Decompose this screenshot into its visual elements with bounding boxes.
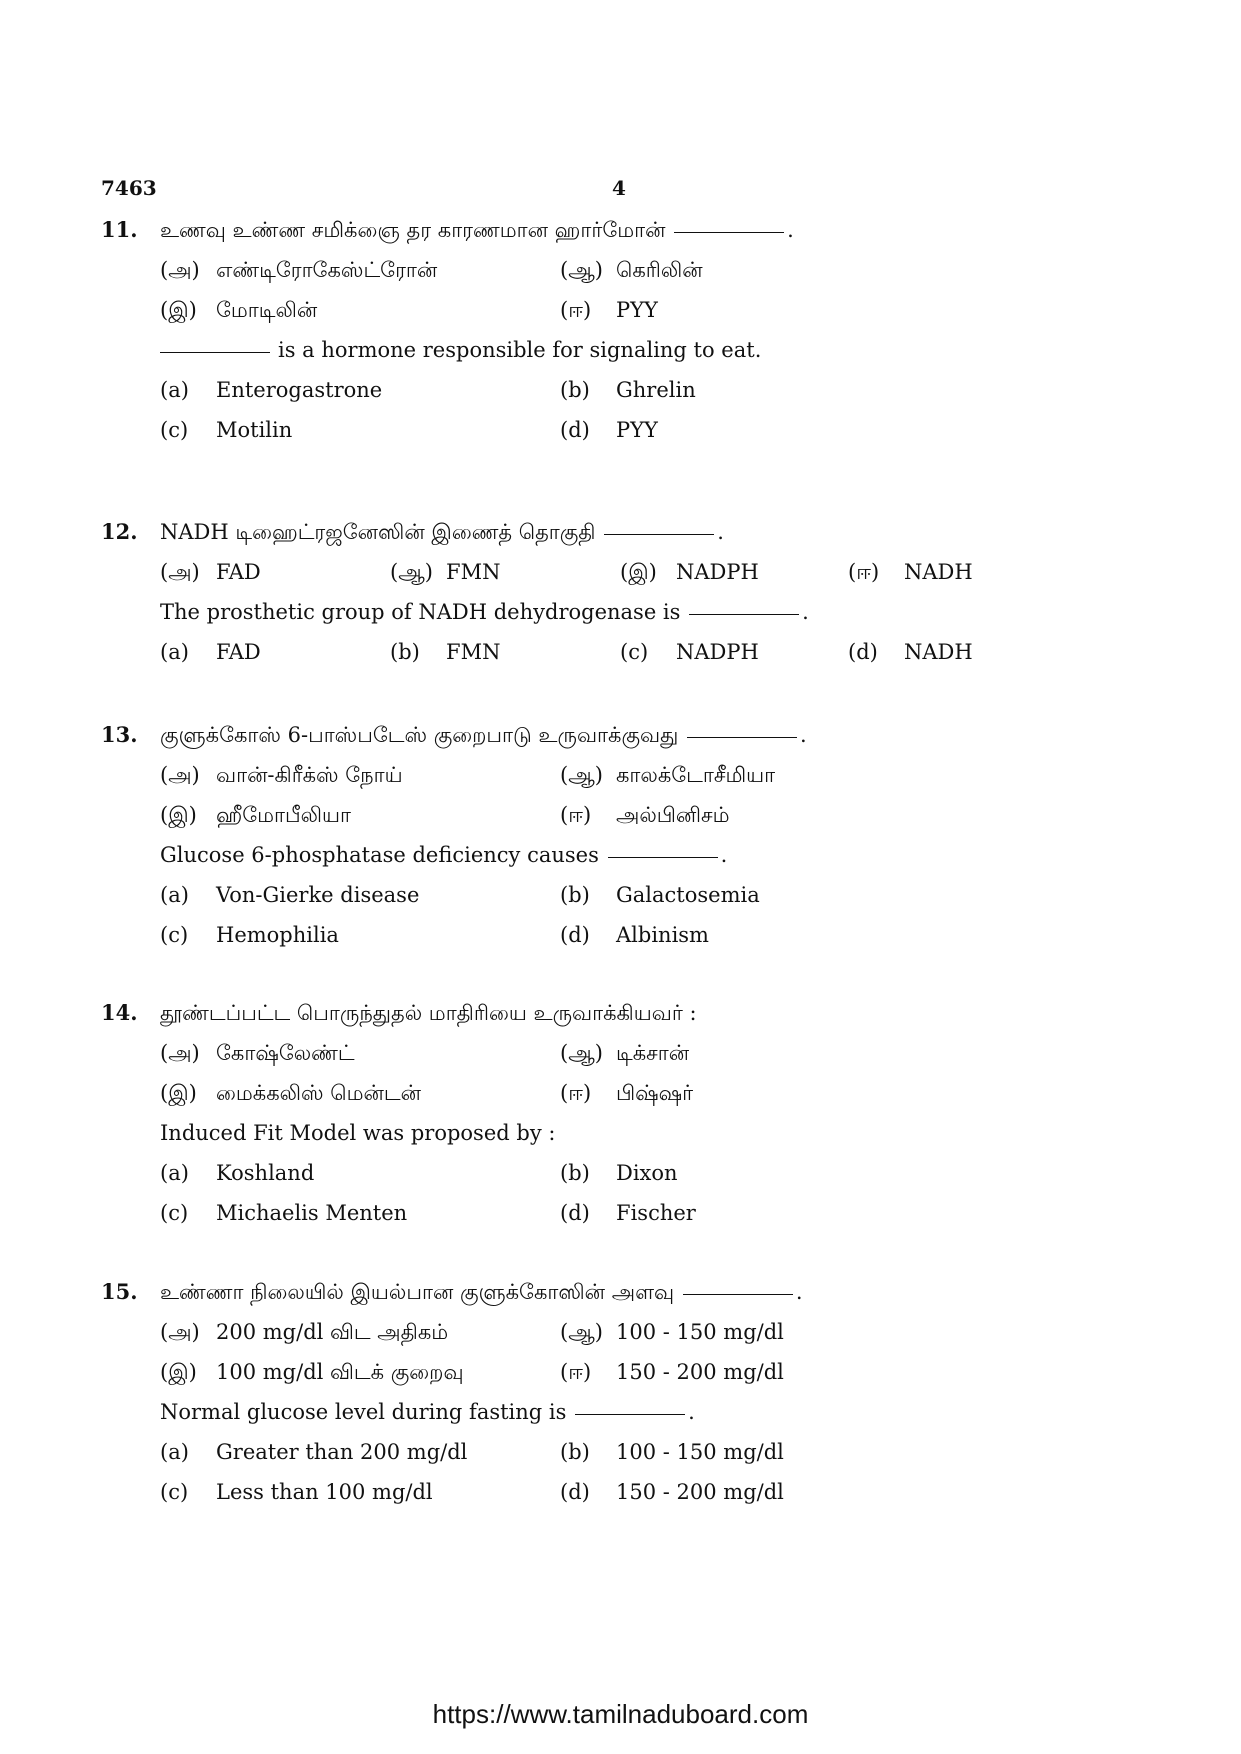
question-number: 12. (101, 519, 138, 544)
question-number: 15. (101, 1279, 138, 1304)
paper-code: 7463 (101, 176, 157, 200)
question-12: 12. NADH டிஹைட்ரஜனேஸின் இணைத் தொகுதி . (அ) FAD (ஆ) FMN (இ) NADPH (ஈ) NADH The prosthetic group of NADH dehydrogenase is . (a) FAD (b) FMN (c) NADPH (d) NADH (101, 512, 1161, 672)
question-number: 14. (101, 1000, 138, 1025)
question-14: 14. தூண்டப்பட்ட பொருந்துதல் மாதிரியை உருவாக்கியவர் : (அ) கோஷ்லேண்ட் (ஆ) டிக்சான் (இ) மைக்கலிஸ் மென்டன் (ஈ) பிஷ்ஷர் Induced Fit Model was proposed by : (a) Koshland (b) Dixon (c) Michaelis Menten (d) Fischer (101, 993, 1161, 1233)
tamil-question: குளுக்கோஸ் 6-பாஸ்படேஸ் குறைபாடு உருவாக்குவது . (160, 723, 807, 747)
english-question: is a hormone responsible for signaling to eat. (160, 330, 761, 370)
english-question: Glucose 6-phosphatase deficiency causes . (160, 843, 728, 867)
question-15: 15. உண்ணா நிலையில் இயல்பான குளுக்கோஸின் அளவு . (அ) 200 mg/dl விட அதிகம் (ஆ) 100 - 150 mg/dl (இ) 100 mg/dl விடக் குறைவு (ஈ) 150 - 200 mg/dl Normal glucose level during fasting is . (a) Greater than 200 mg/dl (b) 100 - 150 mg/dl (c) Less than 100 mg/dl (d) 150 - 200 mg/dl (101, 1272, 1161, 1512)
question-number: 11. (101, 217, 138, 242)
tamil-question: தூண்டப்பட்ட பொருந்துதல் மாதிரியை உருவாக்கியவர் : (160, 1001, 697, 1025)
question-number: 13. (101, 722, 138, 747)
english-question: The prosthetic group of NADH dehydrogenase is . (160, 600, 809, 624)
english-question: Induced Fit Model was proposed by : (160, 1121, 556, 1145)
footer-url[interactable]: https://www.tamilnaduboard.com (432, 1699, 809, 1729)
page-number: 4 (612, 176, 626, 200)
english-question: Normal glucose level during fasting is . (160, 1400, 695, 1424)
question-13: 13. குளுக்கோஸ் 6-பாஸ்படேஸ் குறைபாடு உருவாக்குவது . (அ) வான்-கிரீக்ஸ் நோய் (ஆ) காலக்டோசீமியா (இ) ஹீமோபீலியா (ஈ) அல்பினிசம் Glucose 6-phosphatase deficiency causes . (a) Von-Gierke disease (b) Galactosemia (c) Hemophilia (d) Albinism (101, 715, 1161, 955)
tamil-question: உண்ணா நிலையில் இயல்பான குளுக்கோஸின் அளவு . (160, 1280, 803, 1304)
question-11: 11. உணவு உண்ண சமிக்ஞை தர காரணமான ஹார்மோன் . (அ) எண்டிரோகேஸ்ட்ரோன் (ஆ) கெரிலின் (இ) மோடிலின் (ஈ) PYY is a hormone responsible for signaling to eat. (a) Enterogastrone (b) Ghrelin (c) Motilin (d) PYY (101, 210, 1161, 450)
tamil-question: NADH டிஹைட்ரஜனேஸின் இணைத் தொகுதி . (160, 520, 724, 544)
tamil-question: உணவு உண்ண சமிக்ஞை தர காரணமான ஹார்மோன் . (160, 218, 794, 242)
